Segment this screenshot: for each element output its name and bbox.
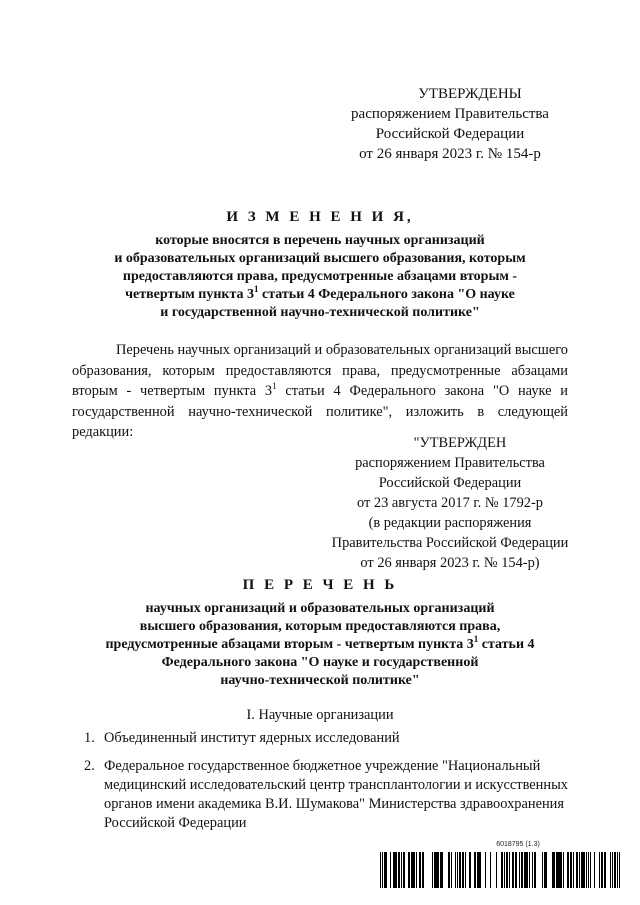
- barcode-bar: [506, 852, 508, 888]
- barcode-bar: [441, 852, 443, 888]
- barcode-bar: [544, 852, 546, 888]
- barcode-bar: [558, 852, 560, 888]
- list-item-text: Федеральное государственное бюджетное учреждение "Национальный медицинский исследовательский центр трансплантологии и искусственных органов имени академика В.И. Шумакова" Министерства здравоохранения Российской Федерации: [104, 758, 568, 831]
- barcode-bar: [515, 852, 517, 888]
- barcode-bar: [542, 852, 543, 888]
- barcode-bar: [526, 852, 528, 888]
- barcode-bar: [432, 852, 433, 888]
- barcode-bar: [408, 852, 410, 888]
- list-item-text: Объединенный институт ядерных исследований: [104, 730, 400, 746]
- barcode-bar: [455, 852, 456, 888]
- barcode-bar: [438, 852, 439, 888]
- approval-stamp: [300, 84, 600, 164]
- barcode-bar: [567, 852, 569, 888]
- barcode-bar: [524, 852, 526, 888]
- document-subtitle: [70, 232, 570, 322]
- barcode-bar: [586, 852, 587, 888]
- barcode-bar: [610, 852, 611, 888]
- barcode-bar: [512, 852, 514, 888]
- barcode-bar: [601, 852, 603, 888]
- barcode-bar: [416, 852, 417, 888]
- subtitle-superscript: 1: [254, 284, 259, 294]
- list-item: [84, 729, 584, 748]
- list-item-number: 2.: [84, 758, 95, 774]
- barcode-bar: [501, 852, 503, 888]
- barcode-bar: [390, 852, 391, 888]
- list-title: П Е Р Е Ч Е Н Ь: [242, 577, 398, 593]
- barcode-bar: [594, 852, 595, 888]
- approval-line-3: Российской Федерации: [375, 126, 525, 142]
- subtitle-line-5: и государственной научно-технической политике": [160, 305, 480, 320]
- barcode-bar: [437, 852, 438, 888]
- barcode-bar: [380, 852, 381, 888]
- barcode-bar: [519, 852, 520, 888]
- barcode-bar: [582, 852, 583, 888]
- organization-list: [84, 729, 584, 842]
- barcode-bar: [485, 852, 486, 888]
- list-subtitle-line-3-a: предусмотренные абзацами вторым - четвертым пункта 3: [105, 637, 474, 652]
- barcode-bar: [534, 852, 535, 888]
- list-subtitle: [70, 600, 570, 690]
- barcode-bar: [615, 852, 616, 888]
- section-heading: I. Научные организации: [246, 707, 394, 723]
- list-item: [84, 757, 584, 833]
- barcode-bar: [398, 852, 400, 888]
- list-subtitle-line-5: научно-технической политике": [220, 673, 420, 688]
- paragraph-part-2: статьи 4 Федерального закона "О науке и государственной научно-технической политике", изложить в следующей редакции:: [72, 383, 568, 440]
- list-item-number: 1.: [84, 730, 95, 746]
- barcode-bar: [395, 852, 397, 888]
- barcode-bar: [440, 852, 441, 888]
- quote-line-4: от 23 августа 2017 г. № 1792-р: [357, 495, 543, 511]
- list-subtitle-superscript: 1: [473, 634, 479, 644]
- barcode-bar: [460, 852, 461, 888]
- barcode-bar: [521, 852, 522, 888]
- subtitle-line-4: [70, 286, 570, 304]
- quote-line-3: Российской Федерации: [378, 475, 522, 491]
- quote-line-1: "УТВЕРЖДЕН: [413, 435, 507, 451]
- barcode-bar: [434, 852, 435, 888]
- list-subtitle-line-4: Федерального закона "О науке и государственной: [161, 655, 479, 670]
- barcode-bar: [599, 852, 600, 888]
- barcode-bar: [588, 852, 589, 888]
- list-subtitle-line-3-b: статьи 4: [478, 637, 535, 652]
- barcode-number: 6018795 (1.3): [496, 841, 540, 848]
- barcode-bar: [403, 852, 405, 888]
- barcode-bar: [448, 852, 450, 888]
- barcode-bar: [490, 852, 491, 888]
- barcode-bar: [576, 852, 578, 888]
- barcode-bar: [522, 852, 523, 888]
- barcode-bar: [479, 852, 481, 888]
- barcode-bar: [384, 852, 385, 888]
- quote-line-5: (в редакции распоряжения: [368, 515, 532, 531]
- paragraph-part-1: Перечень научных организаций и образовательных организаций высшего образования, которым предоставляются права, предусмотренные абзацами вторым - четвертым пункта 3: [72, 342, 568, 399]
- subtitle-line-2: и образовательных организаций высшего образования, которым: [114, 251, 526, 266]
- barcode-bar: [556, 852, 557, 888]
- barcode-bar: [419, 852, 421, 888]
- body-paragraph: [72, 340, 568, 443]
- barcode-bar: [590, 852, 591, 888]
- barcode-bar: [478, 852, 479, 888]
- approval-line-4: от 26 января 2023 г. № 154-р: [359, 146, 541, 162]
- barcode-bar: [413, 852, 415, 888]
- barcode-bar: [393, 852, 394, 888]
- barcode-bar: [529, 852, 530, 888]
- barcode-image: [380, 852, 620, 888]
- barcode-bar: [573, 852, 574, 888]
- list-subtitle-line-1: научных организаций и образовательных организаций: [145, 601, 495, 616]
- barcode-bar: [535, 852, 536, 888]
- barcode-bar: [532, 852, 533, 888]
- barcode-bar: [504, 852, 505, 888]
- approval-line-1: УТВЕРЖДЕНЫ: [418, 86, 522, 102]
- barcode-bar: [560, 852, 562, 888]
- barcode-bar: [382, 852, 383, 888]
- barcode-bar: [411, 852, 413, 888]
- subtitle-line-3: предоставляются права, предусмотренные абзацами вторым -: [122, 269, 518, 284]
- barcode-bar: [423, 852, 424, 888]
- barcode-bar: [557, 852, 558, 888]
- subtitle-line-4-b: статьи 4 Федерального закона "О науке: [258, 287, 515, 302]
- subtitle-line-4-a: четвертым пункта 3: [125, 287, 255, 302]
- barcode-bar: [457, 852, 458, 888]
- barcode-bar: [552, 852, 553, 888]
- barcode-bar: [563, 852, 564, 888]
- subtitle-line-1: которые вносятся в перечень научных организаций: [155, 233, 485, 248]
- barcode-bar: [401, 852, 402, 888]
- barcode-bar: [619, 852, 620, 888]
- barcode-bar: [477, 852, 478, 888]
- barcode-bar: [469, 852, 471, 888]
- barcode-bar: [394, 852, 395, 888]
- barcode-bar: [614, 852, 615, 888]
- barcode-bar: [553, 852, 555, 888]
- barcode-bar: [583, 852, 585, 888]
- document-title: И З М Е Н Е Н И Я,: [226, 209, 414, 225]
- barcode-bar: [570, 852, 572, 888]
- barcode-bar: [581, 852, 582, 888]
- barcode-bar: [509, 852, 510, 888]
- barcode-bar: [612, 852, 613, 888]
- barcode-bar: [465, 852, 466, 888]
- barcode-bar: [579, 852, 580, 888]
- barcode-bar: [546, 852, 547, 888]
- barcode-bar: [462, 852, 464, 888]
- barcode-bar: [475, 852, 476, 888]
- approval-line-2: распоряжением Правительства: [351, 106, 549, 122]
- barcode-bar: [474, 852, 475, 888]
- barcode-bar: [496, 852, 497, 888]
- quote-line-7: от 26 января 2023 г. № 154-р): [360, 555, 540, 571]
- barcode-bar: [604, 852, 606, 888]
- barcode-bar: [451, 852, 452, 888]
- quoted-approval: [300, 433, 600, 573]
- barcode-bar: [435, 852, 437, 888]
- barcode-bar: [459, 852, 460, 888]
- list-subtitle-line-3: [70, 636, 570, 654]
- quote-line-2: распоряжением Правительства: [355, 455, 545, 471]
- quote-line-6: Правительства Российской Федерации: [331, 535, 569, 551]
- barcode-bar: [385, 852, 387, 888]
- list-subtitle-line-2: высшего образования, которым предоставляются права,: [139, 619, 501, 634]
- paragraph-superscript: 1: [272, 381, 277, 391]
- barcode-bar: [422, 852, 423, 888]
- barcode-bar: [617, 852, 618, 888]
